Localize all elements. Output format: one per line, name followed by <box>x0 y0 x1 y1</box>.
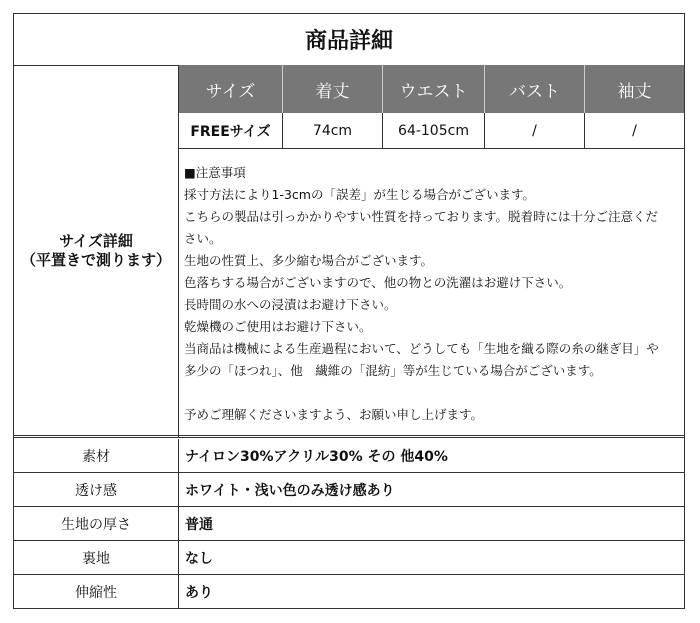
note-line: 予めご理解くださいますよう、お願い申し上げます。 <box>184 407 484 422</box>
note-line: 色落ちする場合がございますので、他の物との洗濯はお避け下さい。 <box>184 275 572 290</box>
cell-bust: / <box>485 113 585 148</box>
header-bust: バスト <box>485 65 585 113</box>
size-label-line1: サイズ詳細 <box>59 231 133 250</box>
product-details-table <box>13 13 685 609</box>
property-key: 素材 <box>14 439 179 472</box>
property-row-thickness <box>14 507 684 541</box>
property-value: なし <box>185 550 213 567</box>
property-value: ホワイト・浅い色のみ透け感あり <box>185 482 395 499</box>
page-title: 商品詳細 <box>14 14 684 66</box>
note-line <box>184 382 679 404</box>
property-key: 生地の厚さ <box>14 507 179 540</box>
property-value: ナイロン30%アクリル30% その 他40% <box>185 448 448 465</box>
size-label-line2: （平置きで測ります） <box>20 251 171 269</box>
header-sleeve: 袖丈 <box>617 81 652 102</box>
size-table <box>179 65 684 149</box>
note-line: 乾燥機のご使用はお避け下さい。 <box>184 319 372 334</box>
note-line: さい。 <box>184 231 222 246</box>
note-line: 採寸方法により1-3cmの「誤差」が生じる場合がございます。 <box>184 187 535 202</box>
size-details-label <box>14 65 179 437</box>
property-row-stretch <box>14 575 684 608</box>
header-size: サイズ <box>179 65 283 113</box>
property-value: 普通 <box>185 516 213 533</box>
cell-sleeve: / <box>632 122 637 139</box>
note-line: 多少の「ほつれ」、他 繊維の「混紡」等が生じている場合がございます。 <box>184 363 602 378</box>
note-line: 長時間の水への浸漬はお避け下さい。 <box>184 297 397 312</box>
notes-block <box>179 149 684 435</box>
property-row-sheerness <box>14 473 684 507</box>
property-row-lining <box>14 541 684 575</box>
cell-length: 74cm <box>283 113 383 148</box>
property-key: 透け感 <box>14 473 179 506</box>
property-key: 伸縮性 <box>14 575 179 608</box>
note-line: こちらの製品は引っかかりやすい性質を持っております。脱着時には十分ご注意くだ <box>184 209 659 224</box>
header-waist: ウエスト <box>383 65 485 113</box>
note-line: 生地の性質上、多少縮む場合がございます。 <box>184 253 434 268</box>
cell-waist: 64-105cm <box>383 113 485 148</box>
property-value: あり <box>185 584 213 601</box>
size-table-header <box>179 65 684 113</box>
table-row <box>179 113 684 149</box>
note-line: ■注意事項 <box>184 165 246 180</box>
note-line: 当商品は機械による生産過程において、どうしても「生地を織る際の糸の継ぎ目」や <box>184 341 659 356</box>
property-row-material <box>14 439 684 473</box>
property-key: 裏地 <box>14 541 179 574</box>
section-divider <box>14 435 684 438</box>
header-length: 着丈 <box>283 65 383 113</box>
cell-size: FREEサイズ <box>179 113 283 148</box>
